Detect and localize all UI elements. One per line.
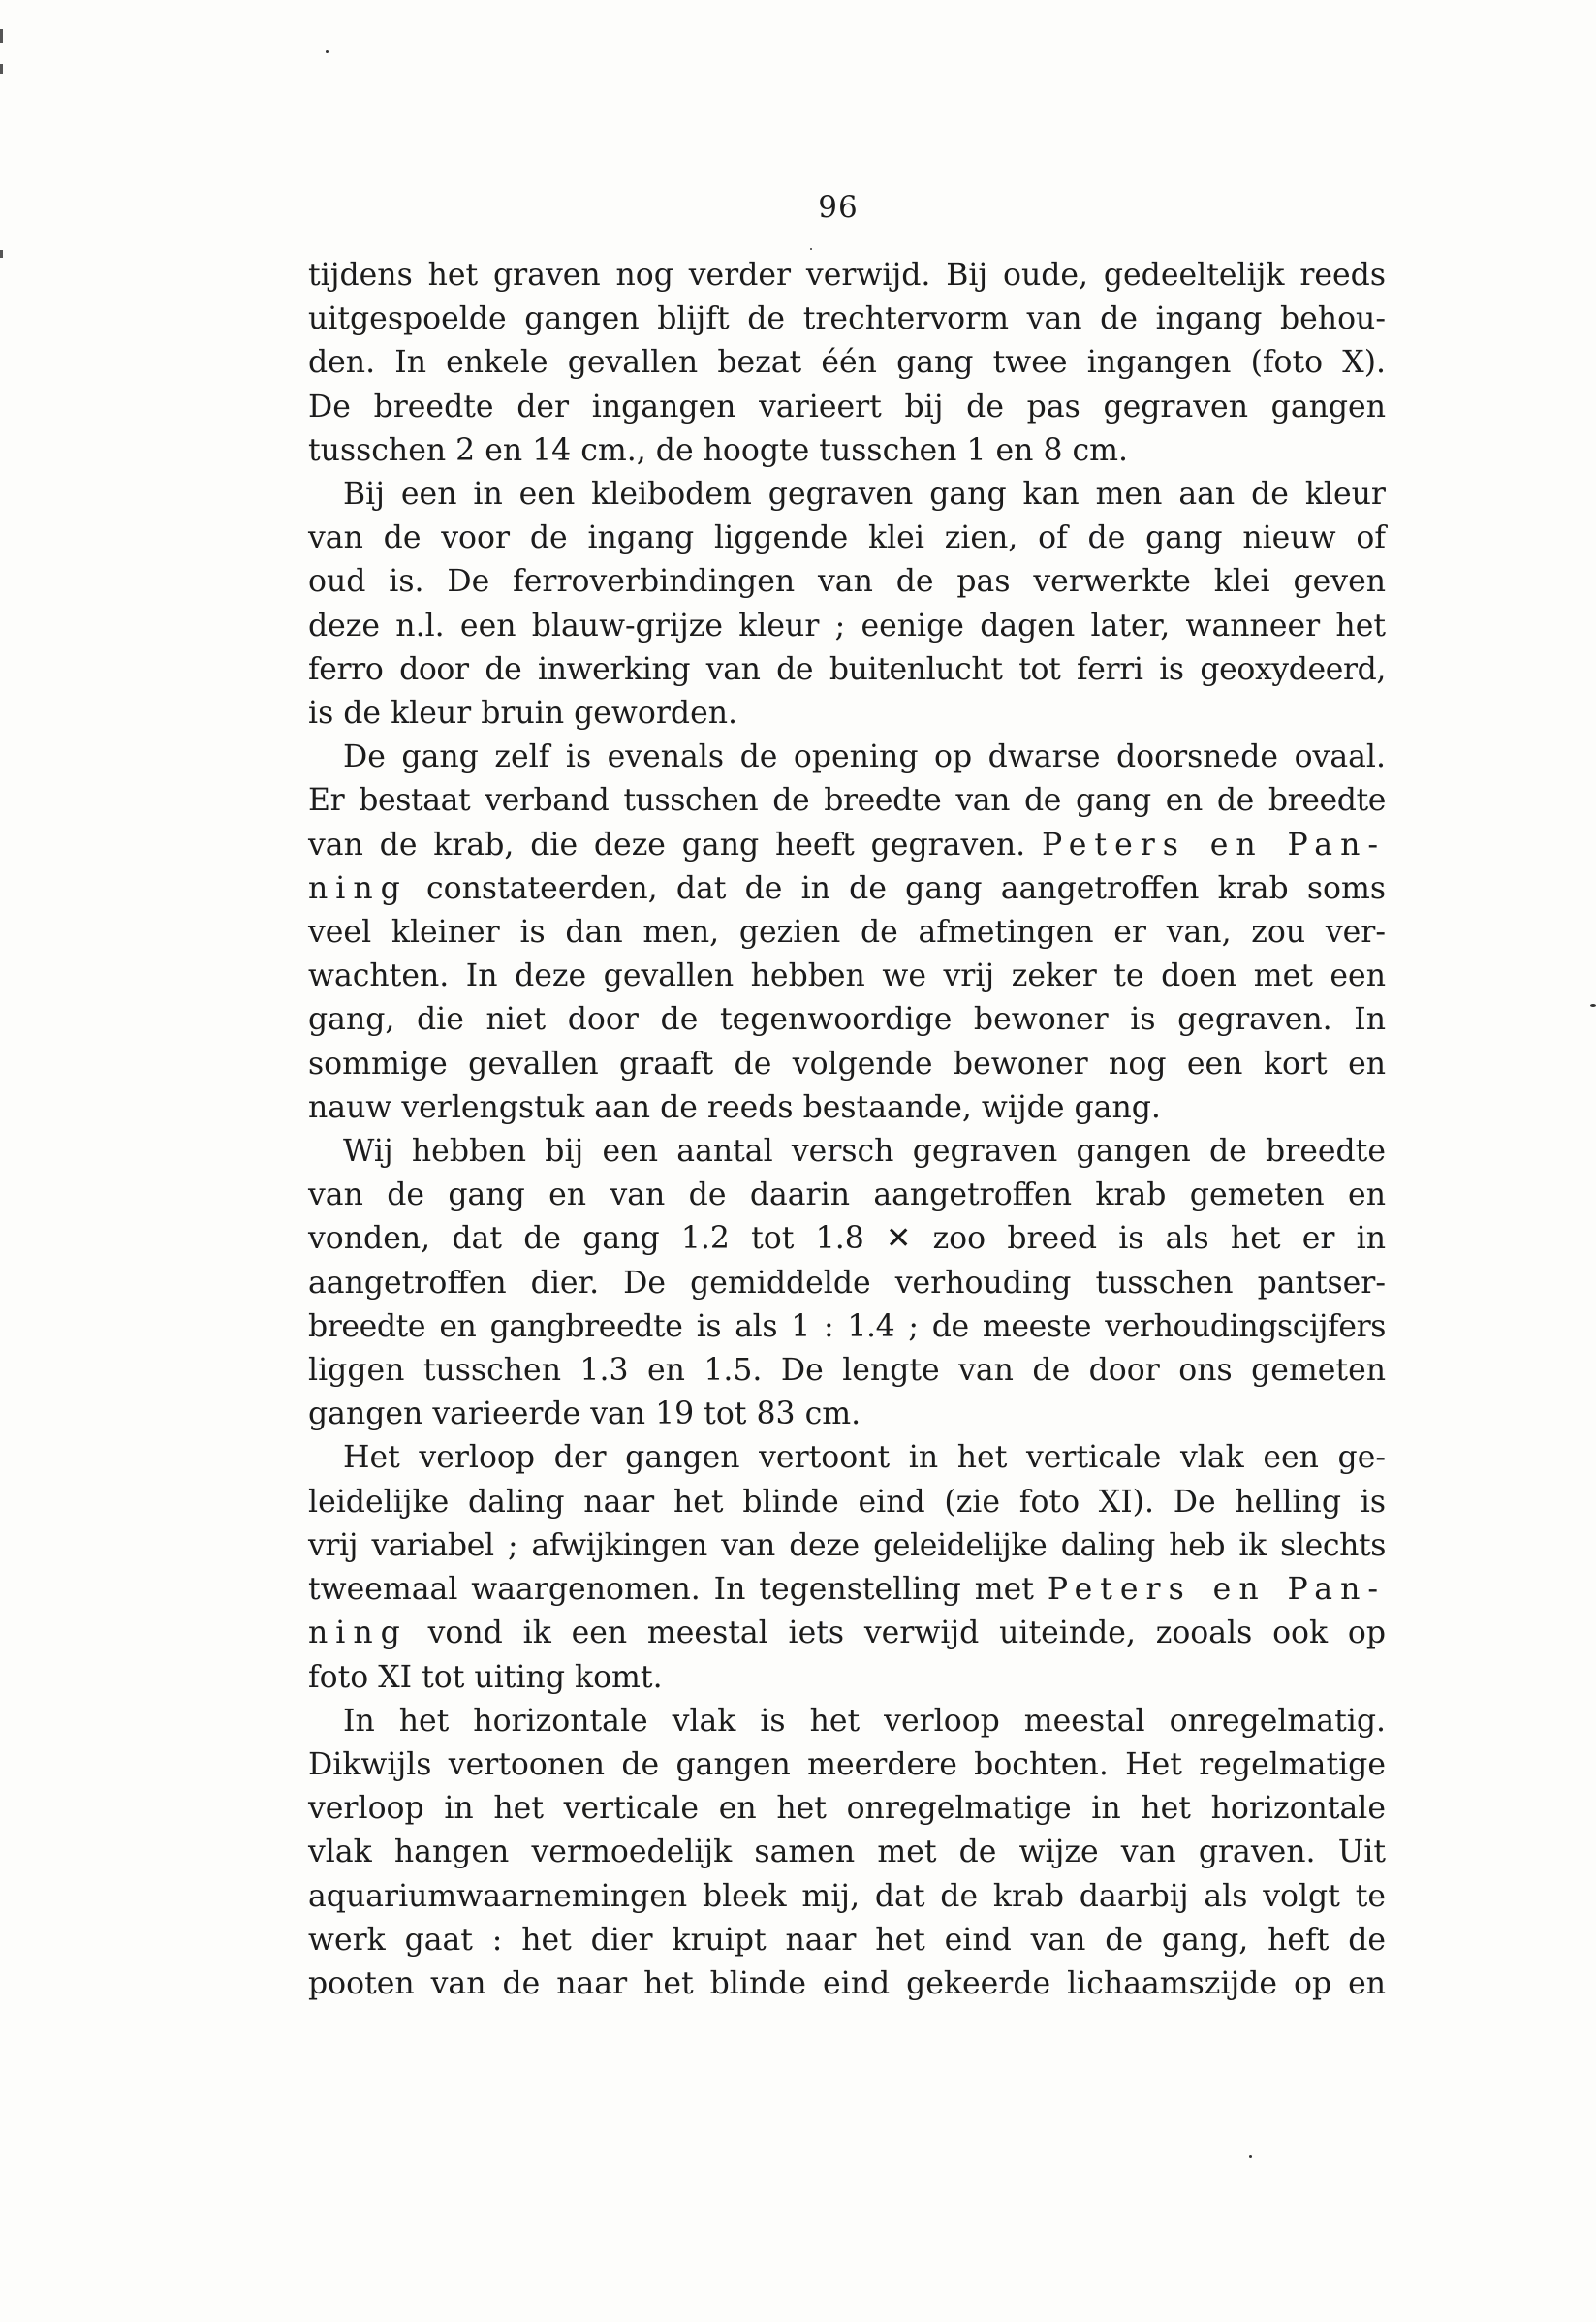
text-line: vrij variabel ; afwijkingen van deze geleidelijke daling heb ik slechts [308,1527,1386,1563]
text-line: Bij een in een kleibodem gegraven gang kan men aan de kleur [343,477,1386,513]
text-line: werk gaat : het dier kruipt naar het eind van de gang, heft de [308,1922,1386,1958]
page-number: 96 [818,190,859,225]
scan-speck [1249,2155,1252,2158]
text-line: gangen varieerde van 19 tot 83 cm. [308,1396,861,1432]
text-line: aquariumwaarnemingen bleek mij, dat de krab daarbij als volgt te [308,1878,1386,1914]
paragraph [308,473,1386,736]
scan-edge-mark [0,29,3,43]
text-line: breedte en gangbreedte is als 1 : 1.4 ; de meeste verhoudingscijfers [308,1308,1386,1344]
text-line: Dikwijls vertoonen de gangen meerdere bochten. Het regelmatige [308,1746,1386,1782]
text-fragment: tweemaal waargenomen. In tegenstelling met [308,1572,1034,1608]
text-line: In het horizontale vlak is het verloop meestal onregelmatig. [343,1703,1386,1739]
paragraph [308,1700,1386,2006]
author-name-spaced: Peters en Pan- [1047,1572,1386,1608]
text-fragment: van de krab, die deze gang heeft gegraven. [308,827,1026,863]
scan-speck [810,248,812,250]
text-line: wachten. In deze gevallen hebben we vrij zeker te doen met een [308,958,1386,994]
text-line: veel kleiner is dan men, gezien de afmetingen er van, zou ver- [308,915,1386,951]
text-line: Er bestaat verband tusschen de breedte van de gang en de breedte [308,783,1386,819]
text-line: nauw verlengstuk aan de reeds bestaande, wijde gang. [308,1089,1161,1125]
text-line: van de voor de ingang liggende klei zien, of de gang nieuw of [308,520,1386,556]
text-line: foto XI tot uiting komt. [308,1659,663,1695]
text-line: tijdens het graven nog verder verwijd. Bij oude, gedeeltelijk reeds [308,258,1386,293]
text-line: ferro door de inwerking van de buitenlucht tot ferri is geoxydeerd, [308,651,1386,687]
text-line: aangetroffen dier. De gemiddelde verhouding tusschen pantser- [308,1265,1386,1301]
text-line: liggen tusschen 1.3 en 1.5. De lengte van de door ons gemeten [308,1353,1386,1389]
author-name-spaced: ning [308,870,408,906]
text-line: gang, die niet door de tegenwoordige bewoner is gegraven. In [308,1002,1386,1038]
text-line: De gang zelf is evenals de opening op dwarse doorsnede ovaal. [343,739,1386,775]
text-line: Het verloop der gangen vertoont in het verticale vlak een ge- [343,1440,1386,1476]
text-line: Wij hebben bij een aantal versch gegraven gangen de breedte [343,1134,1386,1170]
text-line [308,1568,1386,1612]
author-name-spaced: ning [308,1616,408,1651]
text-line: is de kleur bruin geworden. [308,696,738,732]
text-line: vlak hangen vermoedelijk samen met de wijze van graven. Uit [308,1835,1386,1870]
text-line [308,1612,1386,1655]
scan-speck [326,50,329,53]
text-line: tusschen 2 en 14 cm., de hoogte tusschen 1 en 8 cm. [308,432,1129,468]
text-line: sommige gevallen graaft de volgende bewoner nog een kort en [308,1046,1386,1082]
text-line: deze n.l. een blauw-grijze kleur ; eenige dagen later, wanneer het [308,608,1386,643]
body-text [308,254,1386,2006]
text-line: vonden, dat de gang 1.2 tot 1.8 ✕ zoo breed is als het er in [308,1221,1386,1257]
text-line: uitgespoelde gangen blijft de trechtervorm van de ingang behou- [308,301,1386,337]
paragraph [308,736,1386,1130]
paragraph [308,1130,1386,1436]
text-line: van de gang en van de daarin aangetroffen krab gemeten en [308,1177,1386,1213]
text-fragment: vond ik een meestal iets verwijd uiteinde, zooals ook op [427,1616,1387,1651]
text-line: oud is. De ferroverbindingen van de pas verwerkte klei geven [308,564,1386,600]
text-fragment: constateerden, dat de in de gang aangetroffen krab soms [426,870,1387,906]
text-line: verloop in het verticale en het onregelmatige in het horizontale [308,1791,1386,1827]
scan-edge-mark [0,64,3,74]
text-line: den. In enkele gevallen bezat één gang twee ingangen (foto X). [308,345,1386,381]
scan-edge-mark [0,250,3,258]
text-line: leidelijke daling naar het blinde eind (zie foto XI). De helling is [308,1484,1386,1520]
text-line: pooten van de naar het blinde eind gekeerde lichaamszijde op en [308,1965,1386,2001]
paragraph [308,1436,1386,1699]
paragraph [308,254,1386,473]
scan-speck [1590,1004,1596,1007]
text-line [308,867,1386,911]
author-name-spaced: Peters en Pan- [1042,827,1386,863]
text-line: De breedte der ingangen varieert bij de pas gegraven gangen [308,389,1386,424]
text-line [308,824,1386,867]
